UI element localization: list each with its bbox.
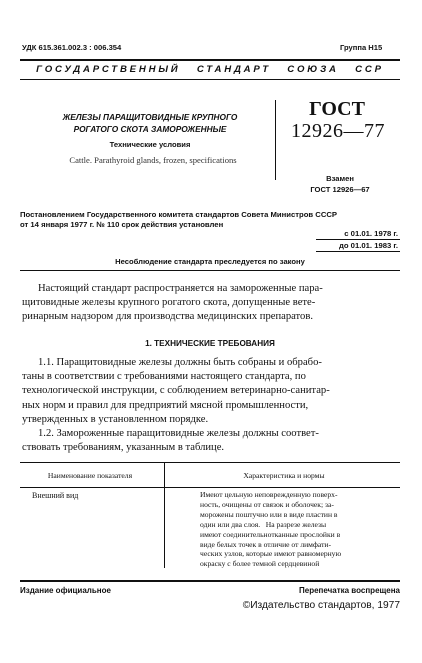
valid-to-underline [316, 251, 400, 252]
document-subtitle: Технические условия [109, 140, 191, 149]
table-header-rule [20, 487, 400, 488]
paragraph-line: ствовать требованиям, указанным в таблице. [22, 442, 225, 454]
legal-notice: Несоблюдение стандарта преследуется по закону [115, 257, 305, 266]
paragraph-1-1 [22, 356, 400, 427]
section-heading: 1. ТЕХНИЧЕСКИЕ ТРЕБОВАНИЯ [145, 339, 275, 348]
english-title: Cattle. Parathyroid glands, frozen, specifications [69, 155, 237, 165]
replaces-label: Взамен [326, 174, 354, 183]
document-title-line2: РОГАТОГО СКОТА ЗАМОРОЖЕННЫЕ [73, 124, 227, 134]
paragraph-line: 1.2. Замороженные паращитовидные железы должны соответ- [38, 428, 319, 439]
valid-from-underline [316, 239, 400, 240]
intro-line: Настоящий стандарт распространяется на замороженные пара- [38, 283, 323, 294]
table-row-value [200, 490, 396, 569]
gost-label: ГОСТ [309, 98, 365, 120]
cell-line: один или два слоя. На разрезе железы [200, 519, 327, 529]
state-standard-banner: ГОСУДАРСТВЕННЫЙ СТАНДАРТ СОЮЗА ССР [36, 64, 384, 75]
cell-line: виде белых точек в отличие от лимфати- [200, 539, 331, 549]
table-column-divider [164, 462, 165, 568]
cell-line: окраску с более темной сердцевиной [200, 559, 320, 569]
copyright: ©Издательство стандартов, 1977 [242, 600, 400, 611]
paragraph-line: 1.1. Паращитовидные железы должны быть собраны и обрабо- [38, 357, 322, 368]
group-code: Группа Н15 [340, 43, 383, 52]
cell-line: имеют соединительнотканные прослойки в [200, 529, 341, 539]
reprint-notice: Перепечатка воспрещена [299, 586, 400, 595]
paragraph-line: ных норм и правил для предприятий мясной промышленности, [22, 399, 309, 411]
title-block-divider [275, 100, 276, 180]
decree-line1: Постановлением Государственного комитета стандартов Совета Министров СССР [20, 210, 338, 219]
cell-line: ческих узлов, которые имеют равномерную [200, 549, 342, 559]
paragraph-line: утвержденных в установленном порядке. [22, 413, 209, 425]
gost-number: 12926—77 [291, 120, 385, 142]
cell-line: ность, очищены от связок и оболочек; за- [200, 499, 334, 509]
intro-line: щитовидные железы крупного рогатого скота, допущенные вете- [22, 297, 316, 309]
official-edition: Издание официальное [20, 586, 111, 595]
valid-from: с 01.01. 1978 г. [344, 229, 398, 238]
table-col2-header: Характеристика и нормы [243, 471, 325, 480]
table-col1-header: Наименование показателя [47, 471, 133, 480]
header-rule-top [20, 59, 400, 61]
header-rule-bottom [20, 79, 400, 80]
decree-line2: от 14 января 1977 г. № 110 срок действия установлен [20, 220, 224, 229]
document-title-line1: ЖЕЛЕЗЫ ПАРАЩИТОВИДНЫЕ КРУПНОГО [62, 112, 238, 122]
table-top-rule [20, 462, 400, 463]
paragraph-line: технологической инструкции, с соблюдением ветеринарно-санитар- [22, 385, 330, 397]
intro-paragraph [22, 282, 398, 325]
decree-rule [20, 270, 400, 271]
intro-line: ринарным надзором для производства медицинских препаратов. [22, 311, 313, 323]
paragraph-1-2 [22, 427, 400, 455]
footer-rule [20, 580, 400, 582]
cell-line: Имеют цельную неповрежденную поверх- [200, 490, 338, 499]
cell-line: морожены поштучно или в виде пластин в [200, 509, 338, 519]
table-row-name: Внешний вид [32, 491, 79, 500]
valid-to: до 01.01. 1983 г. [338, 241, 398, 250]
paragraph-line: таны в соответствии с требованиями настоящего стандарта, по [22, 371, 306, 383]
udc-code: УДК 615.361.002.3 : 006.354 [22, 43, 122, 52]
replaces-value: ГОСТ 12926—67 [310, 185, 370, 194]
